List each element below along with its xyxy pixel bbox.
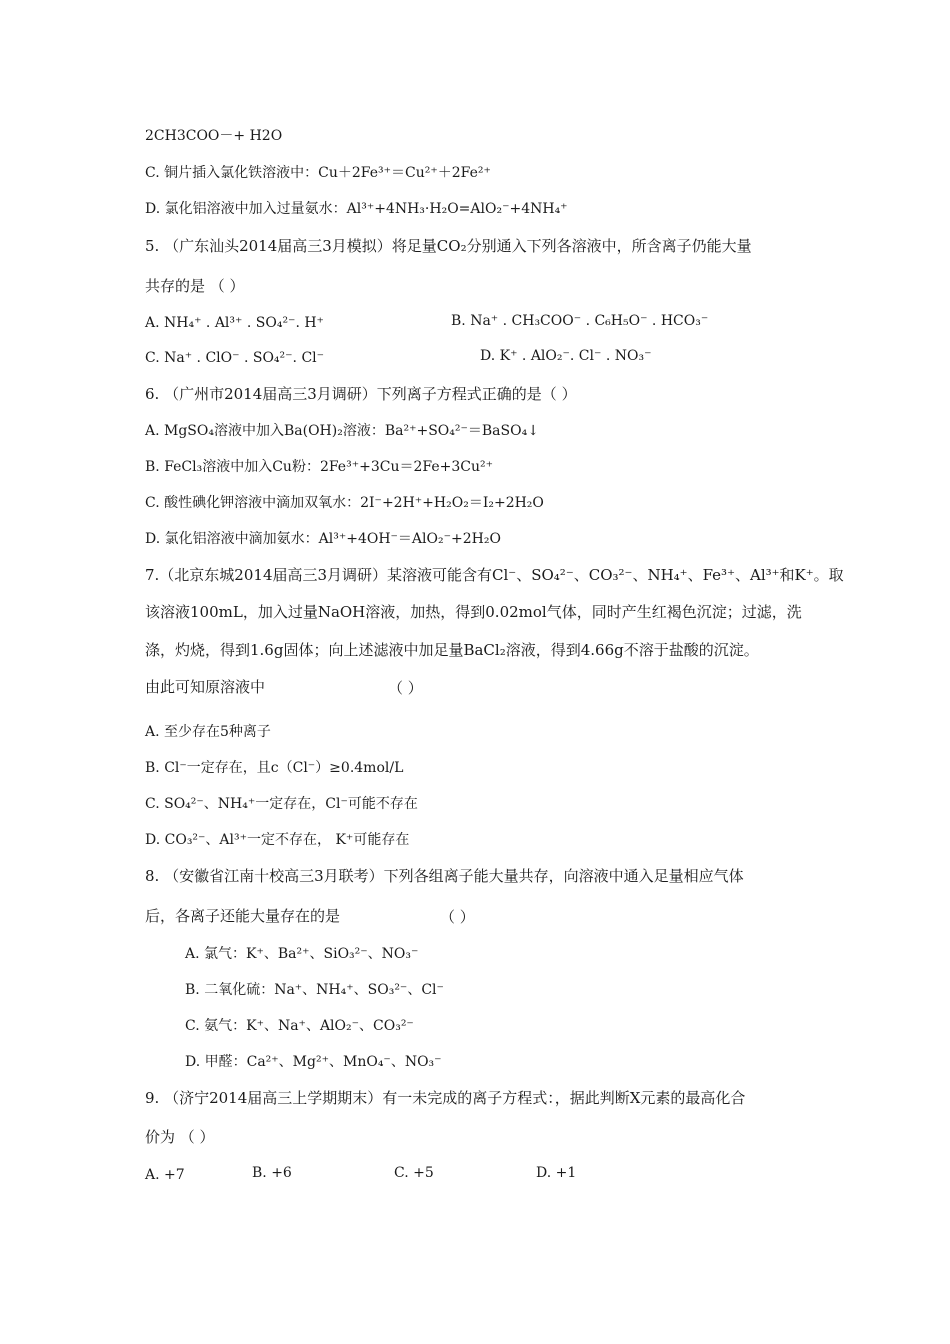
question-9-stem: 9. （济宁2014届高三上学期期末）有一未完成的离子方程式：，据此判断X元素的最高化合 [145,1089,746,1107]
option-c: C. SO₄²⁻、NH₄⁺一定存在，Cl⁻可能不存在 [145,796,418,812]
text-line: D. 氯化铝溶液中加入过量氨水：Al³⁺+4NH₃·H₂O=AlO₂⁻+4NH₄⁺ [145,201,568,217]
question-8-stem: 8. （安徽省江南十校高三3月联考）下列各组离子能大量共存，向溶液中通入足量相应气体 [145,867,744,885]
option-c: C. +5 [394,1165,434,1181]
question-5-stem: 5. （广东汕头2014届高三3月模拟）将足量CO₂分别通入下列各溶液中，所含离子仍能大量 [145,237,752,255]
option-b: B. Na⁺ . CH₃COO⁻ . C₆H₅O⁻ . HCO₃⁻ [451,313,709,329]
option-a: A. 氯气：K⁺、Ba²⁺、SiO₃²⁻、NO₃⁻ [185,946,419,962]
option-a: A. NH₄⁺ . Al³⁺ . SO₄²⁻. H⁺ [145,315,324,331]
answer-paren: （ ） [388,679,423,697]
option-b: B. Cl⁻一定存在，且c（Cl⁻）≥0.4mol/L [145,760,404,776]
text-line: 涤，灼烧，得到1.6g固体；向上述滤液中加足量BaCl₂溶液，得到4.66g不溶于盐酸的沉淀。 [145,641,759,659]
option-b: B. 二氧化硫：Na⁺、NH₄⁺、SO₃²⁻、Cl⁻ [185,982,444,998]
option-b: B. FeCl₃溶液中加入Cu粉：2Fe³⁺+3Cu＝2Fe+3Cu²⁺ [145,459,493,475]
option-a: A. +7 [145,1167,185,1183]
answer-paren: （ ） [440,908,475,926]
option-c: C. 氨气：K⁺、Na⁺、AlO₂⁻、CO₃²⁻ [185,1018,414,1034]
text-line: 由此可知原溶液中 [145,678,266,696]
text-line: 价为 （ ） [145,1128,215,1146]
option-d: D. +1 [536,1165,577,1181]
option-d: D. 甲醛：Ca²⁺、Mg²⁺、MnO₄⁻、NO₃⁻ [185,1054,442,1070]
text-line: 共存的是 （ ） [145,277,245,295]
option-c: C. 酸性碘化钾溶液中滴加双氧水：2I⁻+2H⁺+H₂O₂＝I₂+2H₂O [145,495,544,511]
option-d: D. K⁺ . AlO₂⁻. Cl⁻ . NO₃⁻ [480,348,652,364]
question-7-stem: 7.（北京东城2014届高三3月调研）某溶液可能含有Cl⁻、SO₄²⁻、CO₃²⁻、NH₄⁺、Fe³⁺、Al³⁺和K⁺。取 [145,566,844,584]
option-a: A. 至少存在5种离子 [145,724,271,740]
option-c: C. Na⁺ . ClO⁻ . SO₄²⁻. Cl⁻ [145,350,325,366]
text-line: 2CH3COO－+ H2O [145,128,283,144]
question-6-stem: 6. （广州市2014届高三3月调研）下列离子方程式正确的是（ ） [145,385,577,403]
text-line: 后，各离子还能大量存在的是 [145,907,341,925]
text-line: 该溶液100mL，加入过量NaOH溶液，加热，得到0.02mol气体，同时产生红褐色沉淀；过滤，洗 [145,603,802,621]
text-line: C. 铜片插入氯化铁溶液中：Cu＋2Fe³⁺＝Cu²⁺＋2Fe²⁺ [145,165,491,181]
option-d: D. CO₃²⁻、Al³⁺一定不存在， K⁺可能存在 [145,832,410,848]
option-d: D. 氯化铝溶液中滴加氨水：Al³⁺+4OH⁻＝AlO₂⁻+2H₂O [145,531,501,547]
option-b: B. +6 [252,1165,292,1181]
option-a: A. MgSO₄溶液中加入Ba(OH)₂溶液：Ba²⁺+SO₄²⁻＝BaSO₄↓ [145,423,539,439]
